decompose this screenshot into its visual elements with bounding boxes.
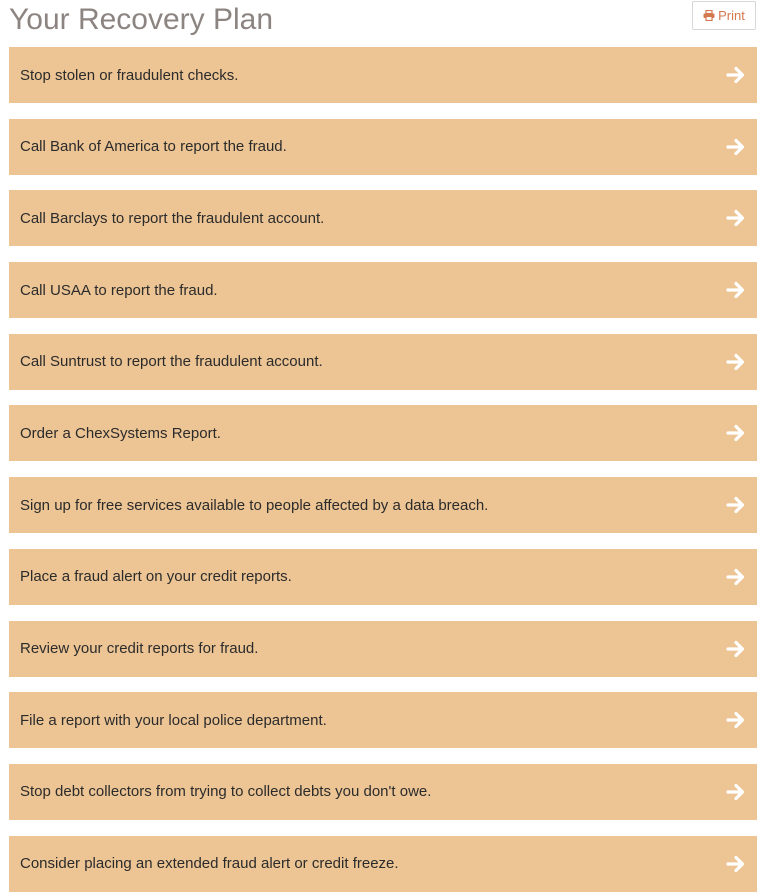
recovery-step-item[interactable]	[9, 549, 757, 605]
recovery-step-label: Call Barclays to report the fraudulent account.	[20, 209, 325, 227]
recovery-step-item[interactable]	[9, 334, 757, 390]
arrow-right-icon[interactable]	[726, 423, 746, 443]
recovery-step-label: Order a ChexSystems Report.	[20, 424, 221, 442]
recovery-step-item[interactable]	[9, 477, 757, 533]
arrow-right-icon[interactable]	[726, 782, 746, 802]
recovery-step-label: Stop stolen or fraudulent checks.	[20, 66, 239, 84]
recovery-step-label: Consider placing an extended fraud alert or credit freeze.	[20, 855, 399, 873]
recovery-step-item[interactable]	[9, 692, 757, 748]
arrow-right-icon[interactable]	[726, 567, 746, 587]
recovery-step-label: File a report with your local police department.	[20, 711, 327, 729]
arrow-right-icon[interactable]	[726, 65, 746, 85]
recovery-steps-list	[9, 47, 757, 894]
recovery-step-item[interactable]	[9, 47, 757, 103]
page-title: Your Recovery Plan	[9, 3, 274, 36]
recovery-step-label: Stop debt collectors from trying to collect debts you don't owe.	[20, 783, 432, 801]
recovery-step-item[interactable]	[9, 764, 757, 820]
arrow-right-icon[interactable]	[726, 710, 746, 730]
recovery-step-label: Call Bank of America to report the fraud.	[20, 138, 287, 156]
arrow-right-icon[interactable]	[726, 854, 746, 874]
page-header	[0, 0, 768, 44]
recovery-step-label: Place a fraud alert on your credit reports.	[20, 568, 292, 586]
arrow-right-icon[interactable]	[726, 639, 746, 659]
recovery-step-label: Call Suntrust to report the fraudulent account.	[20, 353, 323, 371]
recovery-step-item[interactable]	[9, 836, 757, 892]
recovery-step-label: Review your credit reports for fraud.	[20, 640, 259, 657]
recovery-step-item[interactable]	[9, 190, 757, 246]
arrow-right-icon[interactable]	[726, 495, 746, 515]
arrow-right-icon[interactable]	[726, 280, 746, 300]
recovery-step-label: Call USAA to report the fraud.	[20, 281, 218, 299]
arrow-right-icon[interactable]	[726, 352, 746, 372]
recovery-step-item[interactable]	[9, 262, 757, 318]
print-icon	[703, 10, 715, 21]
arrow-right-icon[interactable]	[726, 137, 746, 157]
recovery-step-label: Sign up for free services available to people affected by a data breach.	[20, 496, 489, 514]
recovery-step-item[interactable]	[9, 119, 757, 175]
arrow-right-icon[interactable]	[726, 208, 746, 228]
print-button-label: Print	[718, 8, 745, 23]
recovery-step-item[interactable]	[9, 405, 757, 461]
print-button[interactable]	[692, 1, 756, 30]
recovery-step-item[interactable]	[9, 621, 757, 677]
